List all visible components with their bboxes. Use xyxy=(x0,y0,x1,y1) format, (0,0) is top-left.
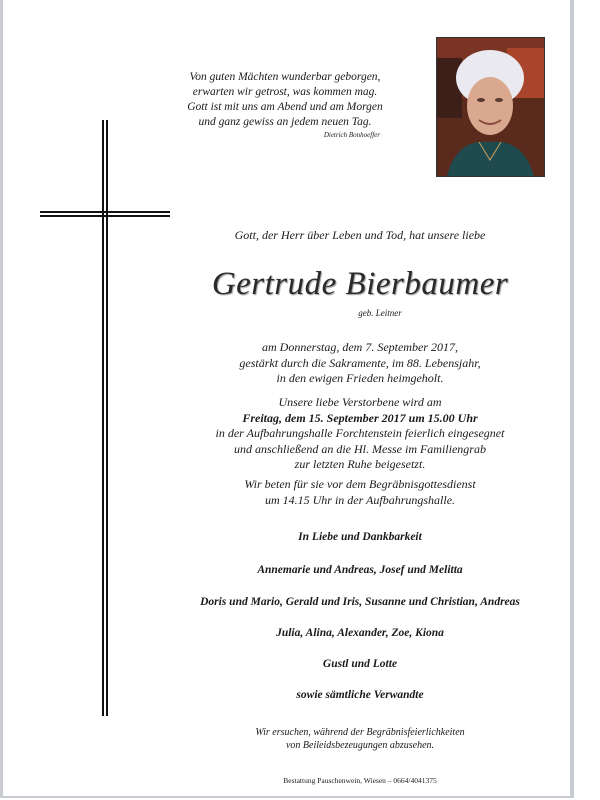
cross-horizontal-line xyxy=(40,211,170,213)
closing-request xyxy=(170,726,550,752)
funeral-date: Freitag, dem 15. September 2017 um 15.00 Uhr xyxy=(242,410,478,425)
quote-line: Von guten Mächten wunderbar geborgen, xyxy=(189,71,381,83)
notice-line: in den ewigen Frieden heimgeholt. xyxy=(276,371,444,385)
prayer-notice xyxy=(170,477,550,508)
deceased-photo xyxy=(436,37,545,177)
mourner-line: In Liebe und Dankbarkeit xyxy=(298,531,422,543)
funeral-line: Unsere liebe Verstorbene wird am xyxy=(278,395,442,409)
funeral-details xyxy=(170,395,550,473)
mourner-line: Doris und Mario, Gerald und Iris, Susanne und Christian, Andreas xyxy=(200,596,520,608)
bible-quote xyxy=(150,70,420,140)
notice-line: am Donnerstag, dem 7. September 2017, xyxy=(262,340,458,354)
quote-author: Dietrich Bonhoeffer xyxy=(323,131,380,139)
undertaker-info: Bestattung Pauschenwein, Wiesen – 0664/4041375 xyxy=(283,776,437,785)
mourner-line: Annemarie und Andreas, Josef und Melitta xyxy=(257,564,463,576)
funeral-line: in der Aufbahrungshalle Forchtenstein feierlich eingesegnet xyxy=(215,426,505,440)
maiden-name: geb. Leitner xyxy=(358,308,402,318)
death-notice xyxy=(170,340,550,387)
quote-line: und ganz gewiss an jedem neuen Tag. xyxy=(198,116,372,128)
quote-line: erwarten wir getrost, was kommen mag. xyxy=(192,86,378,98)
notice-line: gestärkt durch die Sakramente, im 88. Lebensjahr, xyxy=(239,355,481,370)
quote-line: Gott ist mit uns am Abend und am Morgen xyxy=(187,101,383,113)
cross-vertical-line xyxy=(102,120,104,716)
mourner-line: Julia, Alina, Alexander, Zoe, Kiona xyxy=(276,627,444,639)
funeral-line: zur letzten Ruhe beigesetzt. xyxy=(294,457,426,471)
cross-horizontal-line xyxy=(40,215,170,217)
cross-vertical-line xyxy=(106,120,108,716)
intro-text: Gott, der Herr über Leben und Tod, hat unsere liebe xyxy=(234,228,486,242)
prayer-line: Wir beten für sie vor dem Begräbnisgottesdienst xyxy=(244,477,476,491)
prayer-line: um 14.15 Uhr in der Aufbahrungshalle. xyxy=(264,492,456,507)
mourner-line: Gustl und Lotte xyxy=(322,658,398,670)
funeral-line: und anschließend an die Hl. Messe im Familiengrab xyxy=(234,441,486,456)
deceased-name: Gertrude Bierbaumer xyxy=(211,266,509,302)
closing-line: von Beileidsbezeugungen abzusehen. xyxy=(285,740,435,751)
closing-line: Wir ersuchen, während der Begräbnisfeierlichkeiten xyxy=(255,727,465,738)
mourner-line: sowie sämtliche Verwandte xyxy=(296,689,424,701)
